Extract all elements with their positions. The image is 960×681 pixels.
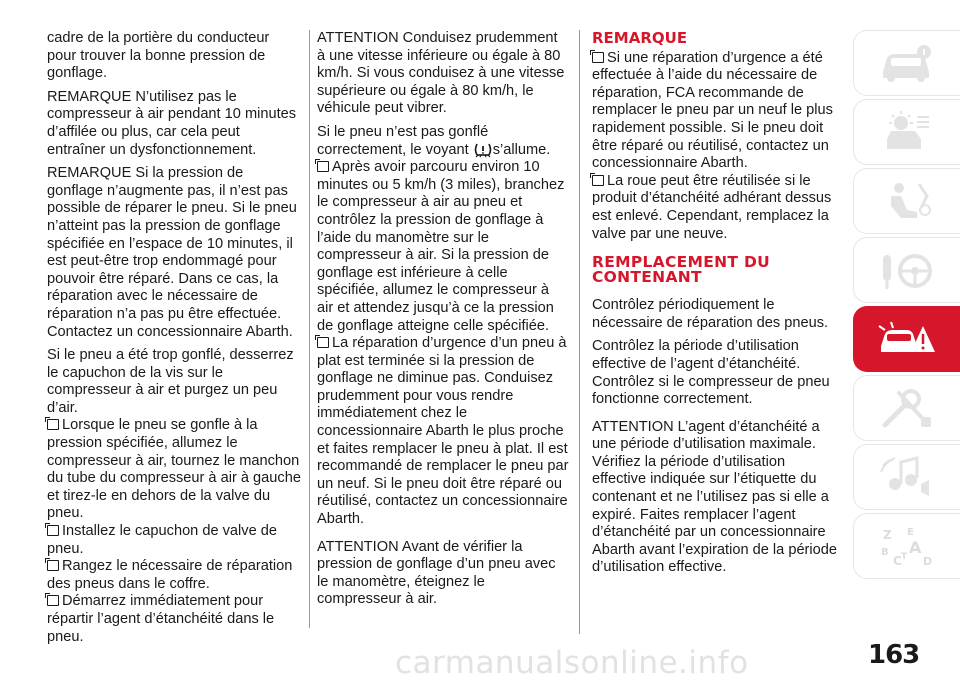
bullet-text: Démarrez immédiatement pour répartir l’agent d’étanchéité dans le pneu. xyxy=(47,593,275,645)
bullet-icon xyxy=(317,161,329,172)
paragraph: ATTENTION Conduisez prudemment à une vitesse inférieure ou égale à 80 km/h. Si vous conduisez à une vitesse supérieure ou égale à 80 km/h, le véhicule peut vibrer. xyxy=(317,30,565,117)
tab-maintenance[interactable] xyxy=(853,375,960,441)
index-letter: D xyxy=(923,555,933,568)
index-letter: Z xyxy=(883,528,892,542)
column-divider xyxy=(579,30,580,634)
paragraph: Si le pneu a été trop gonflé, desserrez le capuchon de la vis sur le compresseur à air et purgez un peu d’air. xyxy=(47,347,294,416)
bullet-item xyxy=(592,50,842,173)
bullet-icon xyxy=(47,525,59,536)
bullet-item xyxy=(47,558,301,593)
tab-index[interactable] xyxy=(853,513,960,579)
tab-dashboard-lights[interactable] xyxy=(853,99,960,165)
bullet-item xyxy=(317,159,569,335)
index-letter: A xyxy=(909,538,922,557)
page-number: 163 xyxy=(868,640,920,670)
paragraph: Contrôlez périodiquement le nécessaire de réparation des pneus. xyxy=(592,297,829,331)
index-letter: C xyxy=(893,554,902,568)
tab-key-steering[interactable] xyxy=(853,237,960,303)
bullet-icon xyxy=(592,175,604,186)
bullet-text: La réparation d’urgence d’un pneu à plat est terminée si la pression de gonflage ne diminue pas. Conduisez prudemment pour vous rendre immédiatement chez le concessionnaire Abarth le plus proche et faites remplacer le pneu à plat. Il est recommandé de remplacer le pneu par un neuf. Si le pneu doit être réparé ou réutilisé, contactez un concessionnaire Abarth. xyxy=(317,335,569,528)
tab-multimedia[interactable] xyxy=(853,444,960,510)
paragraph: REMARQUE Si la pression de gonflage n’augmente pas, il n’est pas possible de réparer le pneu. Si le pneu n’atteint pas la pression de gonflage spécifiée en l’espace de 10 minutes, il est peut-être trop endommagé pour pouvoir être réparé. Dans ce cas, la réparation avec le nécessaire de réparation n’a pas pu être effectuée. Contactez un concessionnaire Abarth. xyxy=(47,165,297,340)
airbag-seat-icon xyxy=(877,178,937,224)
text-column-3 xyxy=(592,30,842,583)
maintenance-tools-icon xyxy=(877,385,937,431)
bullet-item xyxy=(317,335,569,529)
bullet-text: La roue peut être réutilisée si le produit d’étanchéité adhérant dessus est enlevé. Cependant, remplacez la valve par une neuve. xyxy=(592,172,832,242)
bullet-item xyxy=(592,173,842,243)
paragraph: Contrôlez la période d’utilisation effective de l’agent d’étanchéité. Contrôlez si le compresseur de pneu fonctionne correctement. xyxy=(592,338,830,408)
column-divider xyxy=(309,30,310,628)
index-letter: T xyxy=(901,552,908,562)
bullet-item xyxy=(47,523,301,558)
tab-car-info[interactable] xyxy=(853,30,960,96)
bullet-icon xyxy=(47,595,59,606)
chapter-tabs xyxy=(853,30,960,582)
bullet-item xyxy=(47,417,301,523)
paragraph: cadre de la portière du conducteur pour trouver la bonne pression de gonflage. xyxy=(47,30,270,82)
bullet-text: Si une réparation d’urgence a été effectuée à l’aide du nécessaire de réparation, FCA recommande de remplacer le pneu par un neuf le plus rapidement possible. Si le pneu doit être réparé ou réutilisé, contactez un concessionnaire Abarth. xyxy=(592,49,833,172)
text-column-2 xyxy=(317,30,569,615)
bullet-item xyxy=(47,593,301,646)
bullet-text: Après avoir parcouru environ 10 minutes ou 5 km/h (3 miles), branchez le compresseur à air au pneu et contrôlez la pression de gonflage à l’aide du manomètre sur le compresseur à air. Si la pression de gonflage est inférieure à celle spécifiée, allumez le compresseur à air et attendez jusqu’à ce la pression de gonflage atteigne celle spécifiée. xyxy=(317,159,565,334)
bullet-icon xyxy=(592,52,604,63)
bullet-text: Lorsque le pneu se gonfle à la pression spécifiée, allumez le compresseur à air, tournez le manchon du tube du compresseur à air à gauche et tirez-le en dehors de la valve du pneu. xyxy=(47,417,301,522)
bullet-icon xyxy=(317,337,329,348)
key-steering-icon xyxy=(877,247,937,293)
paragraph: ATTENTION Avant de vérifier la pression de gonflage d’un pneu avec le manomètre, éteignez le compresseur à air. xyxy=(317,538,556,608)
tab-airbag-seat[interactable] xyxy=(853,168,960,234)
multimedia-icon xyxy=(877,454,937,500)
tab-emergency[interactable] xyxy=(853,306,960,372)
car-info-icon xyxy=(877,40,937,86)
index-letter: E xyxy=(907,527,914,538)
paragraph: REMARQUE N’utilisez pas le compresseur à air pendant 10 minutes d’affilée ou plus, car cela peut entraîner un dysfonctionnement. xyxy=(47,88,297,158)
dashboard-lights-icon xyxy=(877,109,937,155)
index-letter: B xyxy=(881,547,889,558)
bullet-text: Rangez le nécessaire de réparation des pneus dans le coffre. xyxy=(47,558,293,592)
index-letters-icon xyxy=(877,523,937,569)
watermark: carmanualsonline.info xyxy=(395,645,749,681)
paragraph: ATTENTION L’agent d’étanchéité a une période d’utilisation maximale. Vérifiez la période d’utilisation effective indiquée sur l’étiquette du contenant et ne l’utilisez pas si elle a expiré. Faites remplacer l’agent d’étanchéité par un concessionnaire Abarth avant l’expiration de la période d’utilisation effective. xyxy=(592,418,838,576)
bullet-icon xyxy=(47,560,59,571)
emergency-breakdown-icon xyxy=(877,316,937,362)
section-title: REMPLACEMENT DU CONTENANT xyxy=(592,253,771,287)
paragraph: Si le pneu n’est pas gonflé correctement, le voyant s’allume. xyxy=(317,123,551,158)
text-column-1 xyxy=(47,30,301,646)
bullet-text: Installez le capuchon de valve de pneu. xyxy=(47,523,277,557)
remarque-heading: REMARQUE xyxy=(592,29,688,47)
bullet-icon xyxy=(47,419,59,430)
tire-pressure-warning-icon xyxy=(473,142,493,158)
